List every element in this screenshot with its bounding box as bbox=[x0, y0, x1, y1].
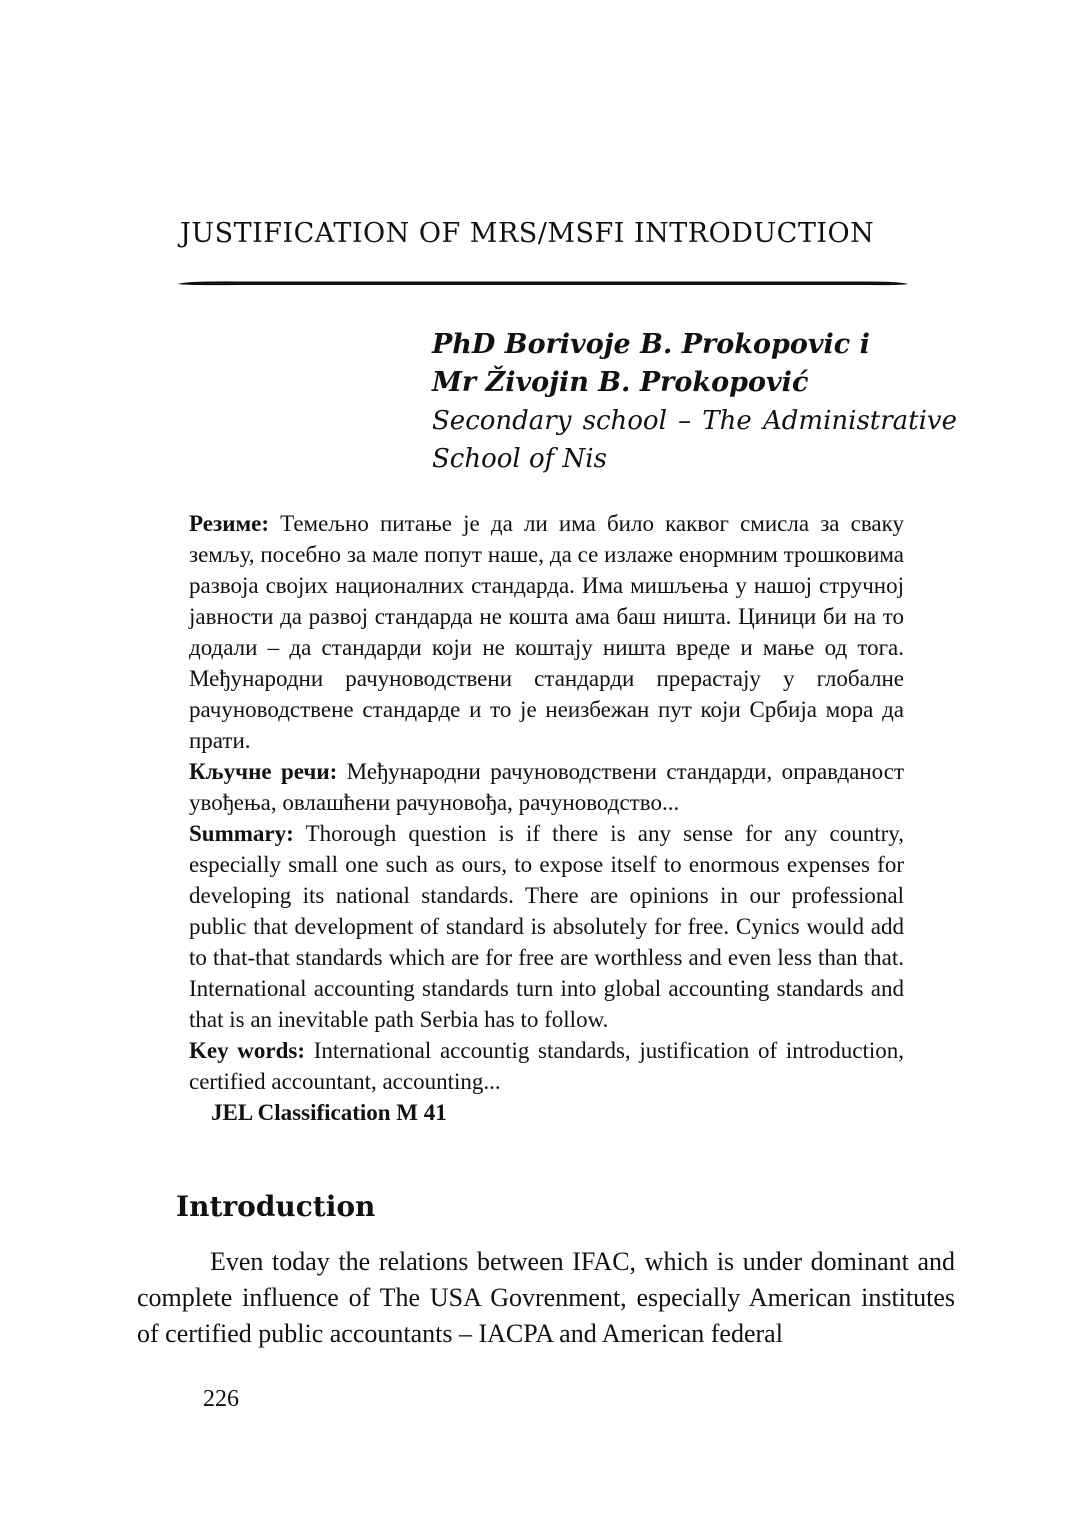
affiliation-line-1: Secondary school – The Administrative bbox=[432, 406, 957, 436]
kljucne-paragraph bbox=[189, 756, 904, 818]
section-heading-introduction: Introduction bbox=[176, 1190, 376, 1223]
kljucne-text: Међународни рачуноводствени стандарди, оправданост увођења, овлашћени рачуновођа, рачуноводство... bbox=[189, 759, 905, 815]
title-rule bbox=[178, 280, 908, 286]
affiliation-line-2: School of Nis bbox=[432, 444, 607, 474]
author-block bbox=[432, 326, 992, 478]
rezime-text: Темељно питање је да ли има било каквог смисла за сваку земљу, посебно за мале попут наше, да се излаже енормним трошковима развоја својих националних стандарда. Има мишљења у нашој стручној јавности да развој стандарда не кошта ама баш ништа. Циници би на то додали – да стандарди који не коштају ништа вреде и мање од тога. Међународни рачуноводствени стандарди прерастају у глобалне рачуноводствене стандарде и то је неизбежан пут који Србија мора да прати. bbox=[189, 511, 904, 753]
paper-title: JUSTIFICATION OF MRS/MSFI INTRODUCTION bbox=[180, 218, 875, 249]
keywords-paragraph bbox=[189, 1035, 904, 1097]
keywords-text: International accountig standards, justification of introduction, certified accountant, accounting... bbox=[189, 1038, 904, 1094]
keywords-label: Key words: bbox=[189, 1038, 306, 1063]
summary-text: Thorough question is if there is any sense for any country, especially small one such as ours, to expose itself to enormous expenses for developing its national standards. There are opinions in our professional public that development of standard is absolutely for free. Cynics would add to that-that standards which are for free are worthless and even less than that. International accounting standards turn into global accounting standards and that is an inevitable path Serbia has to follow. bbox=[189, 821, 904, 1032]
abstract-block bbox=[189, 508, 904, 1128]
rezime-paragraph bbox=[189, 508, 904, 756]
kljucne-label: Кључне речи: bbox=[189, 759, 338, 784]
page-number: 226 bbox=[203, 1386, 239, 1412]
author-2: Mr Živojin B. Prokopović bbox=[432, 367, 809, 398]
summary-label: Summary: bbox=[189, 821, 294, 846]
summary-paragraph bbox=[189, 818, 904, 1035]
rezime-label: Резиме: bbox=[189, 511, 269, 536]
author-1: PhD Borivoje B. Prokopovic i bbox=[432, 329, 870, 360]
intro-paragraph: Even today the relations between IFAC, which is under dominant and complete influence of The USA Govrenment, especially American institutes of certified public accountants – IACPA and American federal bbox=[137, 1247, 955, 1348]
jel-classification: JEL Classification M 41 bbox=[211, 1100, 447, 1125]
